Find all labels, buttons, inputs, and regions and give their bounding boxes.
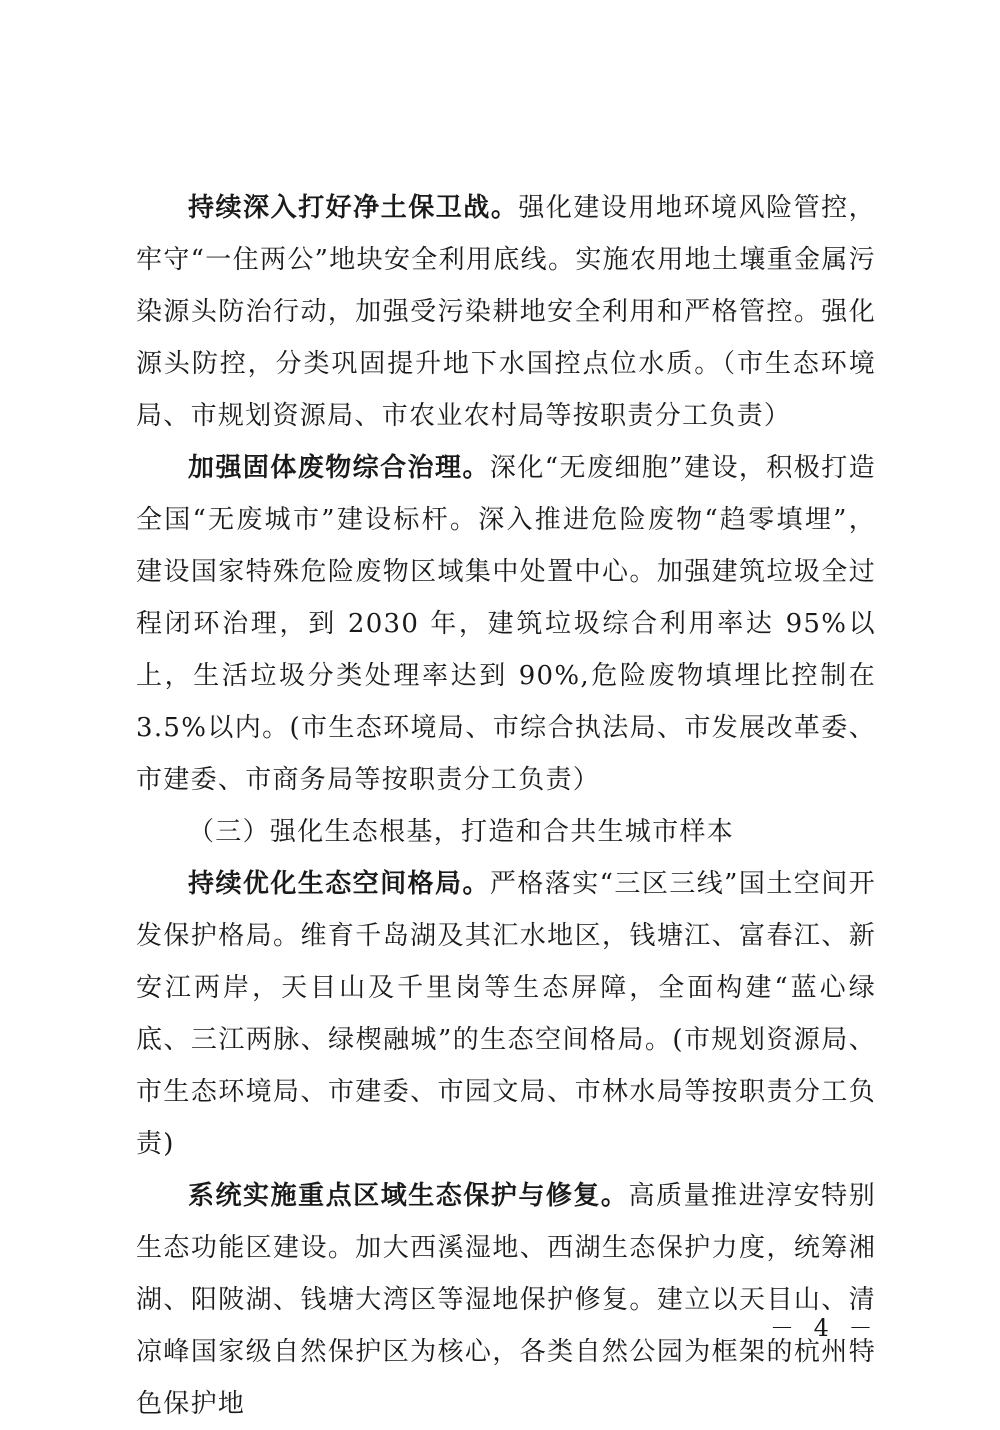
paragraph-soil-protection xyxy=(136,182,876,442)
paragraph-solid-waste xyxy=(136,442,876,806)
paragraph-lead: 持续深入打好净土保卫战。 xyxy=(188,193,519,223)
paragraph-text: 深化“无废细胞”建设，积极打造全国“无废城市”建设标杆。深入推进危险废物“趋零填埋”，建设国家特殊危险废物区域集中处置中心。加强建筑垃圾全过程闭环治理，到 2030 年，建筑垃圾综合利用率达 95%以上，生活垃圾分类处理率达到 90%,危险废物填埋比控制在 3.5%以内。(市生态环境局、市综合执法局、市发展改革委、市建委、市商务局等按职责分工负责） xyxy=(136,453,876,795)
paragraph-text: 严格落实“三区三线”国土空间开发保护格局。维育千岛湖及其汇水地区，钱塘江、富春江、新安江两岸，天目山及千里岗等生态屏障，全面构建“蓝心绿底、三江两脉、绿楔融城”的生态空间格局。(市规划资源局、市生态环境局、市建委、市园文局、市林水局等按职责分工负责) xyxy=(136,869,876,1159)
paragraph-ecological-restoration xyxy=(136,1170,876,1430)
paragraph-lead: 持续优化生态空间格局。 xyxy=(188,869,490,899)
paragraph-ecological-space xyxy=(136,858,876,1170)
paragraph-text: 强化建设用地环境风险管控，牢守“一住两公”地块安全利用底线。实施农用地土壤重金属污染源头防治行动，加强受污染耕地安全利用和严格管控。强化源头防控，分类巩固提升地下水国控点位水质。（市生态环境局、市规划资源局、市农业农村局等按职责分工负责） xyxy=(136,193,876,431)
section-heading: （三）强化生态根基，打造和合共生城市样本 xyxy=(188,817,735,847)
paragraph-lead: 加强固体废物综合治理。 xyxy=(188,453,490,483)
document-body xyxy=(136,182,876,1430)
paragraph-lead: 系统实施重点区域生态保护与修复。 xyxy=(188,1181,629,1211)
paragraph-text: 高质量推进淳安特别生态功能区建设。加大西溪湿地、西湖生态保护力度，统筹湘湖、阳陂湖、钱塘大湾区等湿地保护修复。建立以天目山、清凉峰国家级自然保护区为核心，各类自然公园为框架的杭州特色保护地 xyxy=(136,1181,876,1419)
page-number: － 4 － xyxy=(770,1314,879,1342)
